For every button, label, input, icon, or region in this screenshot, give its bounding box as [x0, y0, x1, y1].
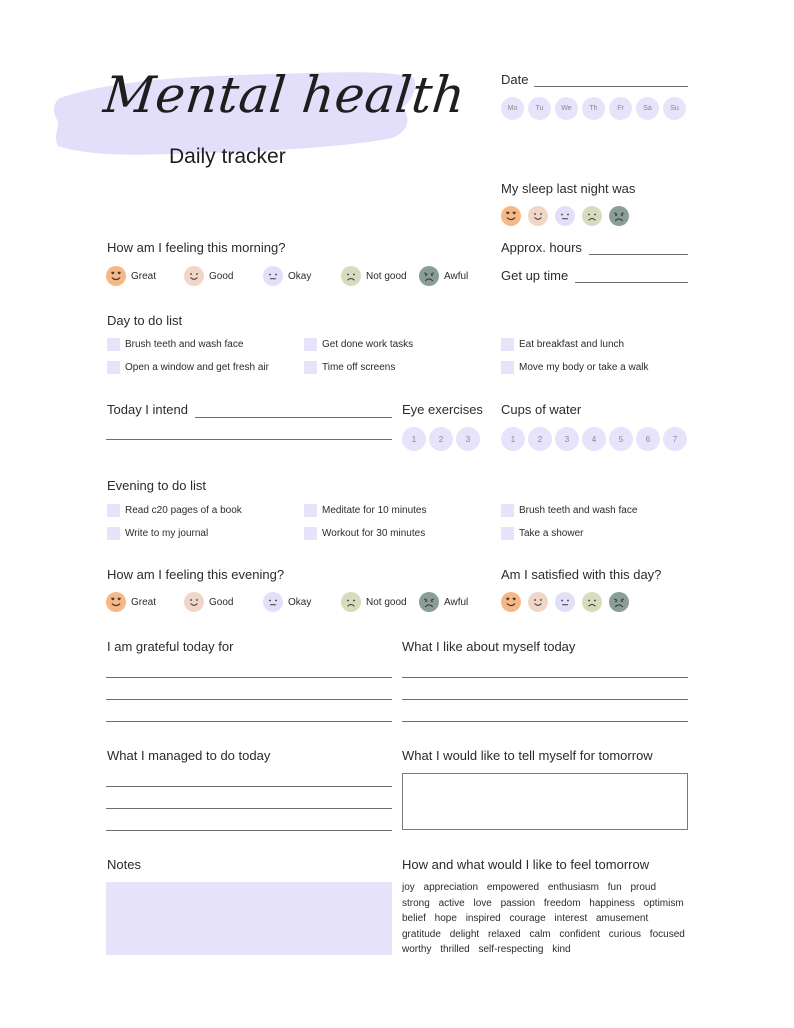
- page-subtitle: Daily tracker: [169, 145, 286, 168]
- water-count-1[interactable]: 1: [501, 427, 525, 451]
- eye-exercises-label: Eye exercises: [402, 402, 483, 417]
- weekday-th[interactable]: Th: [582, 97, 605, 120]
- evening-todo-item[interactable]: Take a shower: [501, 527, 583, 540]
- date-label: Date: [501, 72, 529, 87]
- not-good-face-icon: [341, 266, 361, 286]
- great-face-icon[interactable]: [501, 206, 521, 226]
- weekday-sa[interactable]: Sa: [636, 97, 659, 120]
- date-line[interactable]: [534, 86, 688, 87]
- evening-mood-awful[interactable]: Awful: [419, 592, 468, 612]
- okay-face-icon: [263, 266, 283, 286]
- tell-tomorrow-box[interactable]: [402, 773, 688, 830]
- good-face-icon: [184, 592, 204, 612]
- eye-count-1[interactable]: 1: [402, 427, 426, 451]
- tell-tomorrow-label: What I would like to tell myself for tomorrow: [402, 748, 653, 763]
- weekday-su[interactable]: Su: [663, 97, 686, 120]
- like-myself-line-2[interactable]: [402, 699, 688, 700]
- checkbox[interactable]: [304, 504, 317, 517]
- okay-face-icon[interactable]: [555, 592, 575, 612]
- grateful-label: I am grateful today for: [107, 639, 234, 654]
- evening-todo-item[interactable]: Read c20 pages of a book: [107, 504, 242, 517]
- checkbox[interactable]: [501, 504, 514, 517]
- awful-face-icon: [419, 266, 439, 286]
- evening-mood-okay[interactable]: Okay: [263, 592, 311, 612]
- managed-line-2[interactable]: [106, 808, 392, 809]
- okay-face-icon: [263, 592, 283, 612]
- morning-mood-great[interactable]: Great: [106, 266, 156, 286]
- day-todo-item[interactable]: Move my body or take a walk: [501, 361, 649, 374]
- day-todo-item[interactable]: Eat breakfast and lunch: [501, 338, 624, 351]
- notes-box[interactable]: [106, 882, 392, 955]
- eye-exercises-counter: [402, 427, 480, 451]
- water-count-5[interactable]: 5: [609, 427, 633, 451]
- day-todo-label: Day to do list: [107, 313, 183, 328]
- weekday-selector: [501, 97, 686, 120]
- like-myself-line-3[interactable]: [402, 721, 688, 722]
- notes-label: Notes: [107, 857, 141, 872]
- evening-feeling-label: How am I feeling this evening?: [107, 567, 285, 582]
- not-good-face-icon[interactable]: [582, 206, 602, 226]
- day-todo-item[interactable]: Get done work tasks: [304, 338, 413, 351]
- great-face-icon: [106, 266, 126, 286]
- evening-mood-great[interactable]: Great: [106, 592, 156, 612]
- managed-line-3[interactable]: [106, 830, 392, 831]
- intend-label: Today I intend: [107, 402, 188, 417]
- intend-line-2[interactable]: [106, 439, 392, 440]
- like-myself-line-1[interactable]: [402, 677, 688, 678]
- okay-face-icon[interactable]: [555, 206, 575, 226]
- weekday-mo[interactable]: Mo: [501, 97, 524, 120]
- weekday-we[interactable]: We: [555, 97, 578, 120]
- great-face-icon: [106, 592, 126, 612]
- day-todo-item[interactable]: Time off screens: [304, 361, 395, 374]
- evening-todo-item[interactable]: Brush teeth and wash face: [501, 504, 637, 517]
- sleep-label: My sleep last night was: [501, 181, 636, 196]
- morning-mood-okay[interactable]: Okay: [263, 266, 311, 286]
- checkbox[interactable]: [501, 338, 514, 351]
- weekday-tu[interactable]: Tu: [528, 97, 551, 120]
- water-label: Cups of water: [501, 402, 582, 417]
- water-count-6[interactable]: 6: [636, 427, 660, 451]
- morning-feeling-label: How am I feeling this morning?: [107, 240, 286, 255]
- like-myself-label: What I like about myself today: [402, 639, 576, 654]
- checkbox[interactable]: [304, 338, 317, 351]
- morning-mood-not-good[interactable]: Not good: [341, 266, 407, 286]
- water-count-3[interactable]: 3: [555, 427, 579, 451]
- grateful-line-2[interactable]: [106, 699, 392, 700]
- checkbox[interactable]: [304, 527, 317, 540]
- managed-line-1[interactable]: [106, 786, 392, 787]
- checkbox[interactable]: [501, 361, 514, 374]
- page-title: Mental health: [100, 66, 469, 124]
- hours-label: Approx. hours: [501, 240, 582, 255]
- checkbox[interactable]: [107, 527, 120, 540]
- weekday-fr[interactable]: Fr: [609, 97, 632, 120]
- water-counter: [501, 427, 687, 451]
- day-todo-item[interactable]: Open a window and get fresh air: [107, 361, 269, 374]
- checkbox[interactable]: [501, 527, 514, 540]
- good-face-icon[interactable]: [528, 592, 548, 612]
- evening-mood-good[interactable]: Good: [184, 592, 233, 612]
- evening-todo-label: Evening to do list: [107, 478, 207, 493]
- not-good-face-icon: [341, 592, 361, 612]
- evening-mood-not-good[interactable]: Not good: [341, 592, 407, 612]
- grateful-line-3[interactable]: [106, 721, 392, 722]
- good-face-icon[interactable]: [528, 206, 548, 226]
- satisfied-label: Am I satisfied with this day?: [501, 567, 662, 582]
- not-good-face-icon[interactable]: [582, 592, 602, 612]
- intend-line-1[interactable]: [195, 417, 392, 418]
- water-count-2[interactable]: 2: [528, 427, 552, 451]
- managed-label: What I managed to do today: [107, 748, 271, 763]
- checkbox[interactable]: [304, 361, 317, 374]
- day-todo-item[interactable]: Brush teeth and wash face: [107, 338, 243, 351]
- sleep-rating: [501, 206, 629, 226]
- satisfied-rating: [501, 592, 629, 612]
- great-face-icon[interactable]: [501, 592, 521, 612]
- checkbox[interactable]: [107, 504, 120, 517]
- eye-count-2[interactable]: 2: [429, 427, 453, 451]
- eye-count-3[interactable]: 3: [456, 427, 480, 451]
- getup-line[interactable]: [575, 282, 688, 283]
- awful-face-icon: [419, 592, 439, 612]
- checkbox[interactable]: [107, 338, 120, 351]
- evening-todo-item[interactable]: Write to my journal: [107, 527, 208, 540]
- morning-mood-awful[interactable]: Awful: [419, 266, 468, 286]
- evening-todo-item[interactable]: Meditate for 10 minutes: [304, 504, 427, 517]
- water-count-7[interactable]: 7: [663, 427, 687, 451]
- awful-face-icon[interactable]: [609, 592, 629, 612]
- getup-label: Get up time: [501, 268, 569, 283]
- awful-face-icon[interactable]: [609, 206, 629, 226]
- grateful-line-1[interactable]: [106, 677, 392, 678]
- hours-line[interactable]: [589, 254, 688, 255]
- morning-mood-good[interactable]: Good: [184, 266, 233, 286]
- feelings-word-list: joy appreciation empowered enthusiasm fun proud strong active love passion freedom happiness optimism belief hope inspired courage interest amusement gratitude delight relaxed calm confident curious focused worthy thrilled self-respecting kind: [402, 882, 685, 955]
- evening-todo-item[interactable]: Workout for 30 minutes: [304, 527, 425, 540]
- checkbox[interactable]: [107, 361, 120, 374]
- good-face-icon: [184, 266, 204, 286]
- water-count-4[interactable]: 4: [582, 427, 606, 451]
- feel-tomorrow-label: How and what would I like to feel tomorrow: [402, 857, 650, 872]
